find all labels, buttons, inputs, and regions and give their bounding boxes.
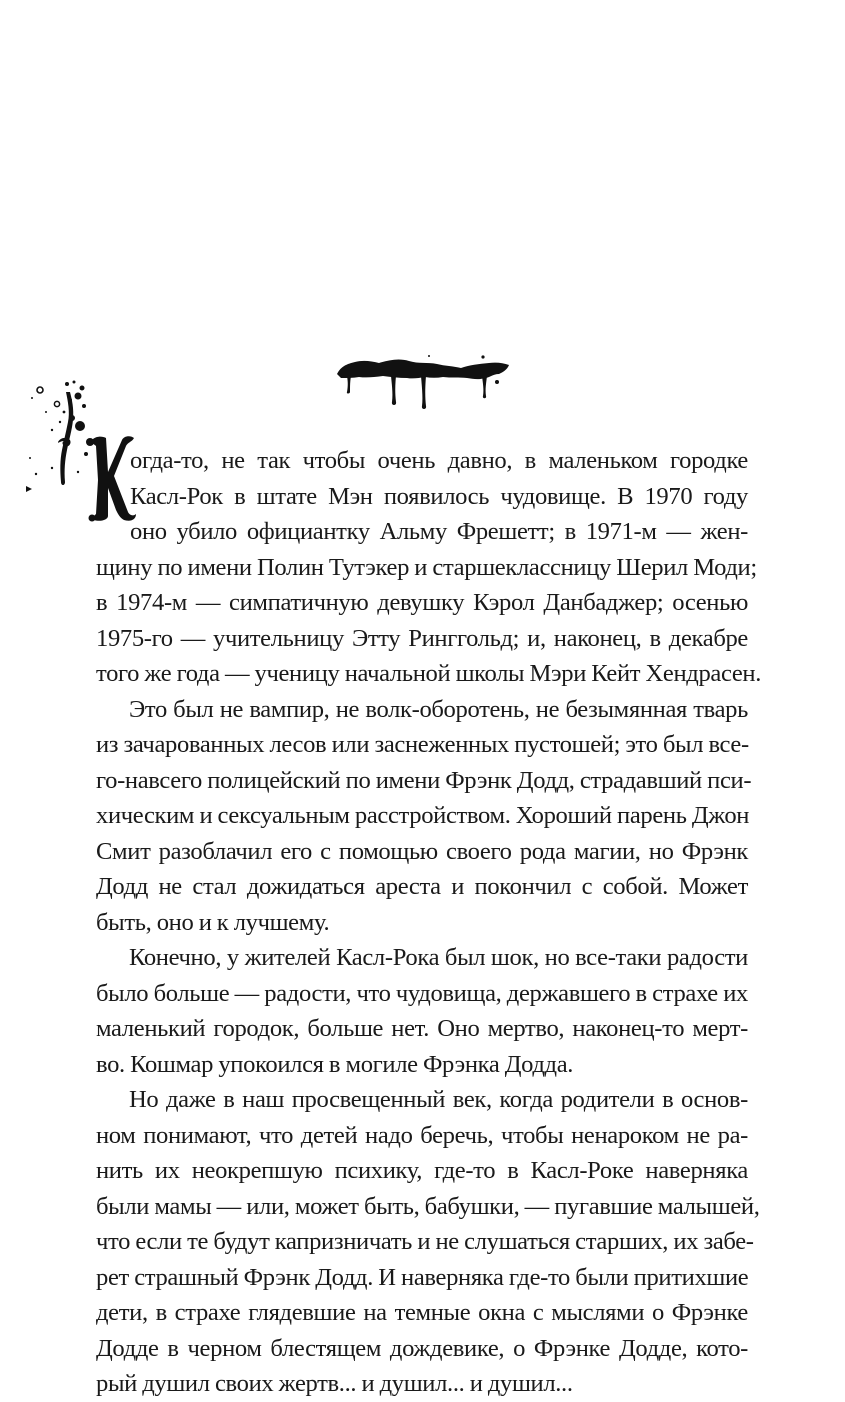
text-line: рет страшный Фрэнк Додд. И наверняка где-то были притихшие	[96, 1263, 749, 1291]
ink-drip-ornament-icon	[333, 352, 513, 412]
paragraph-2	[96, 692, 752, 941]
text-line: 1975-го — учительницу Этту Ринггольд; и, наконец, в декабре	[96, 624, 748, 652]
text-line: рый душил своих жертв... и душил... и душил...	[96, 1370, 573, 1397]
text-line: из зачарованных лесов или заснеженных пустошей; это был все-	[96, 731, 749, 758]
text-line: ном понимают, что детей надо беречь, чтобы ненароком не ра-	[96, 1121, 748, 1149]
text-line: Это был не вампир, не волк-оборотень, не безымянная тварь	[129, 695, 748, 723]
text-line: Касл-Рок в штате Мэн появилось чудовище. В 1970 году	[130, 482, 748, 510]
paragraph-1	[96, 443, 761, 692]
paragraph-4	[96, 1082, 760, 1402]
body-text	[96, 443, 761, 1402]
text-line: го-навсего полицейский по имени Фрэнк Додд, страдавший пси-	[96, 766, 752, 794]
text-line: Конечно, у жителей Касл-Рока был шок, но все-таки радости	[129, 944, 748, 971]
text-line: дети, в страхе глядевшие на темные окна с мыслями о Фрэнке	[96, 1299, 748, 1326]
text-line: огда-то, не так чтобы очень давно, в маленьком городке	[130, 447, 748, 474]
text-line: быть, оно и к лучшему.	[96, 908, 330, 936]
text-line: Додд не стал дожидаться ареста и покончил с собой. Может	[96, 873, 748, 900]
text-line: было больше — радости, что чудовища, державшего в страхе их	[96, 979, 748, 1007]
text-line: Додде в черном блестящем дождевике, о Фрэнке Додде, кото-	[96, 1334, 748, 1362]
text-line: хическим и сексуальным расстройством. Хороший парень Джон	[96, 802, 750, 829]
text-line: Но даже в наш просвещенный век, когда родители в основ-	[129, 1086, 748, 1113]
text-line: маленький городок, больше нет. Оно мертво, наконец-то мерт-	[96, 1015, 748, 1042]
text-line: во. Кошмар упокоился в могиле Фрэнка Додда.	[96, 1050, 574, 1078]
text-line: Смит разоблачил его с помощью своего рода магии, но Фрэнк	[96, 837, 748, 865]
text-line: нить их неокрепшую психику, где-то в Касл-Роке наверняка	[96, 1157, 748, 1184]
text-line: щину по имени Полин Тутэкер и старшеклассницу Шерил Моди;	[96, 553, 757, 581]
text-line: были мамы — или, может быть, бабушки, — пугавшие малышей,	[96, 1192, 760, 1220]
paragraph-3	[96, 940, 748, 1082]
text-line: того же года — ученицу начальной школы Мэри Кейт Хендрасен.	[96, 660, 761, 687]
text-line: в 1974-м — симпатичную девушку Кэрол Данбаджер; осенью	[96, 589, 748, 616]
text-line: что если те будут капризничать и не слушаться старших, их забе-	[96, 1228, 754, 1255]
text-line: оно убило официантку Альму Фрешетт; в 1971-м — жен-	[130, 518, 748, 545]
